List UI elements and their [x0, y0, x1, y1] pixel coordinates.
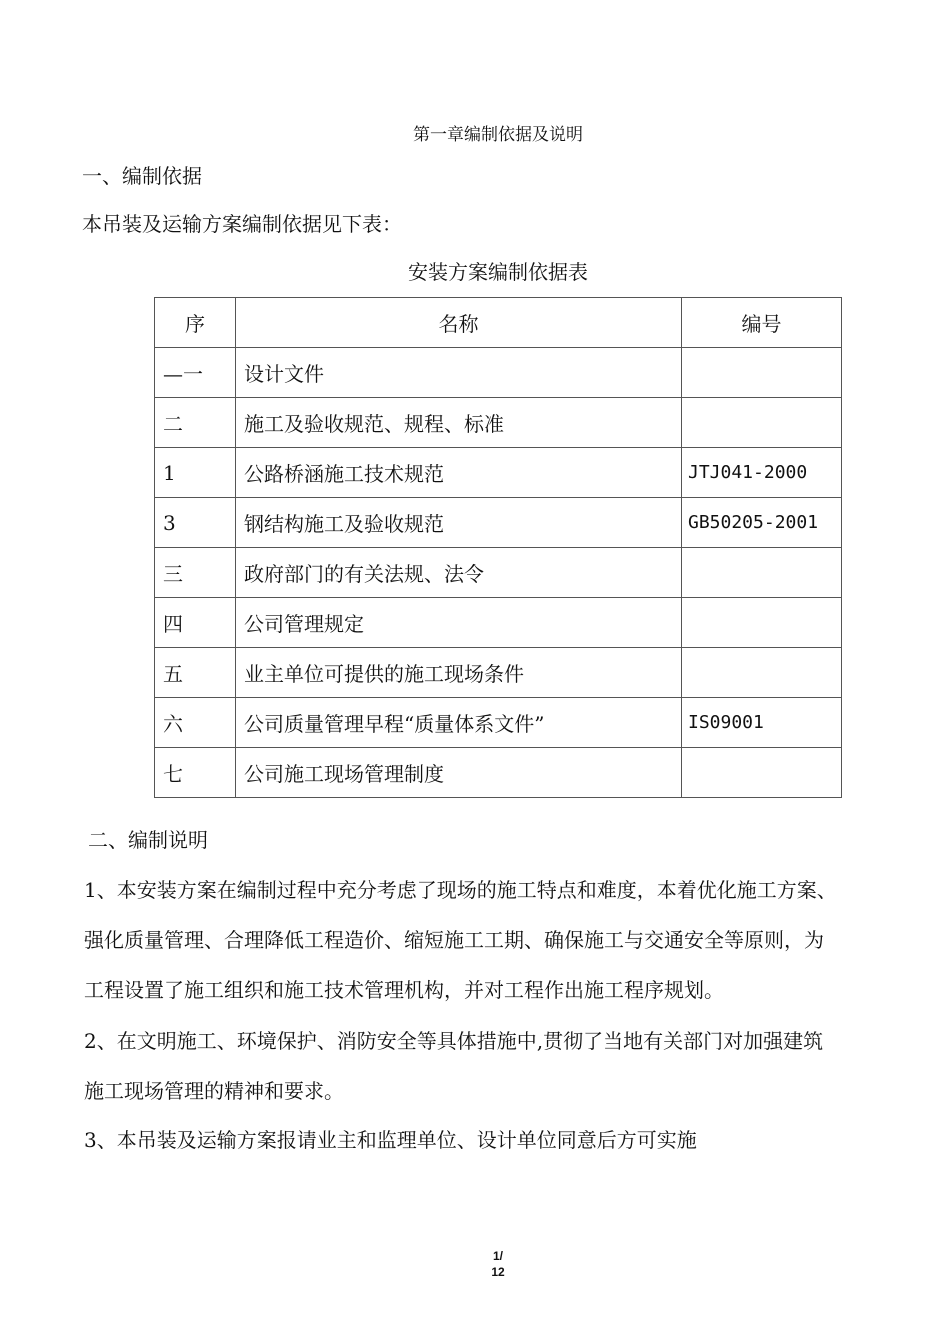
paragraph-1-line-1: 1、本安装方案在编制过程中充分考虑了现场的施工特点和难度，本着优化施工方案、 — [84, 878, 837, 902]
paragraph-1-line-3: 工程设置了施工组织和施工技术管理机构，并对工程作出施工程序规划。 — [84, 978, 724, 1002]
header-seq: 序 — [155, 298, 236, 348]
chapter-title: 第一章编制依据及说明 — [413, 125, 583, 145]
table-row — [155, 398, 842, 448]
basis-table — [154, 297, 842, 798]
header-name: 名称 — [236, 298, 682, 348]
cell-code — [682, 348, 842, 398]
cell-seq: 四 — [155, 598, 236, 648]
cell-name: 公司施工现场管理制度 — [236, 748, 682, 798]
cell-name: 业主单位可提供的施工现场条件 — [236, 648, 682, 698]
table-row — [155, 748, 842, 798]
cell-seq: 七 — [155, 748, 236, 798]
header-code: 编号 — [682, 298, 842, 348]
cell-code — [682, 548, 842, 598]
cell-seq: 五 — [155, 648, 236, 698]
cell-code: IS09001 — [682, 698, 842, 748]
paragraph-2-line-2: 施工现场管理的精神和要求。 — [84, 1079, 344, 1103]
cell-code: JTJ041-2000 — [682, 448, 842, 498]
section-heading-basis: 一、编制依据 — [82, 164, 202, 188]
cell-name: 公路桥涵施工技术规范 — [236, 448, 682, 498]
cell-seq: 1 — [155, 448, 236, 498]
cell-name: 政府部门的有关法规、法令 — [236, 548, 682, 598]
paragraph-2-line-1: 2、在文明施工、环境保护、消防安全等具体措施中,贯彻了当地有关部门对加强建筑 — [84, 1029, 824, 1053]
cell-name: 设计文件 — [236, 348, 682, 398]
page-number-current: 1/ — [492, 1249, 503, 1263]
cell-name: 钢结构施工及验收规范 — [236, 498, 682, 548]
cell-seq: —一 — [155, 348, 236, 398]
cell-code: GB50205-2001 — [682, 498, 842, 548]
paragraph-3-line-1: 3、本吊装及运输方案报请业主和监理单位、设计单位同意后方可实施 — [84, 1128, 697, 1152]
table-header-row — [155, 298, 842, 348]
cell-code — [682, 748, 842, 798]
cell-code — [682, 598, 842, 648]
cell-seq: 六 — [155, 698, 236, 748]
table-row — [155, 498, 842, 548]
page-number — [470, 1248, 526, 1280]
cell-seq: 3 — [155, 498, 236, 548]
table-row — [155, 348, 842, 398]
cell-code — [682, 648, 842, 698]
paragraph-1-line-2: 强化质量管理、合理降低工程造价、缩短施工工期、确保施工与交通安全等原则，为 — [84, 928, 824, 952]
table-row — [155, 448, 842, 498]
cell-name: 公司管理规定 — [236, 598, 682, 648]
table-row — [155, 548, 842, 598]
section-heading-notes: 二、编制说明 — [88, 828, 208, 852]
cell-name: 公司质量管理早程“质量体系文件” — [236, 698, 682, 748]
cell-seq: 二 — [155, 398, 236, 448]
table-row — [155, 598, 842, 648]
cell-seq: 三 — [155, 548, 236, 598]
page-number-total: 12 — [491, 1265, 505, 1279]
table-row — [155, 648, 842, 698]
table-row — [155, 698, 842, 748]
intro-text: 本吊装及运输方案编制依据见下表： — [82, 212, 402, 236]
cell-code — [682, 398, 842, 448]
table-title: 安装方案编制依据表 — [408, 260, 588, 284]
cell-name: 施工及验收规范、规程、标准 — [236, 398, 682, 448]
